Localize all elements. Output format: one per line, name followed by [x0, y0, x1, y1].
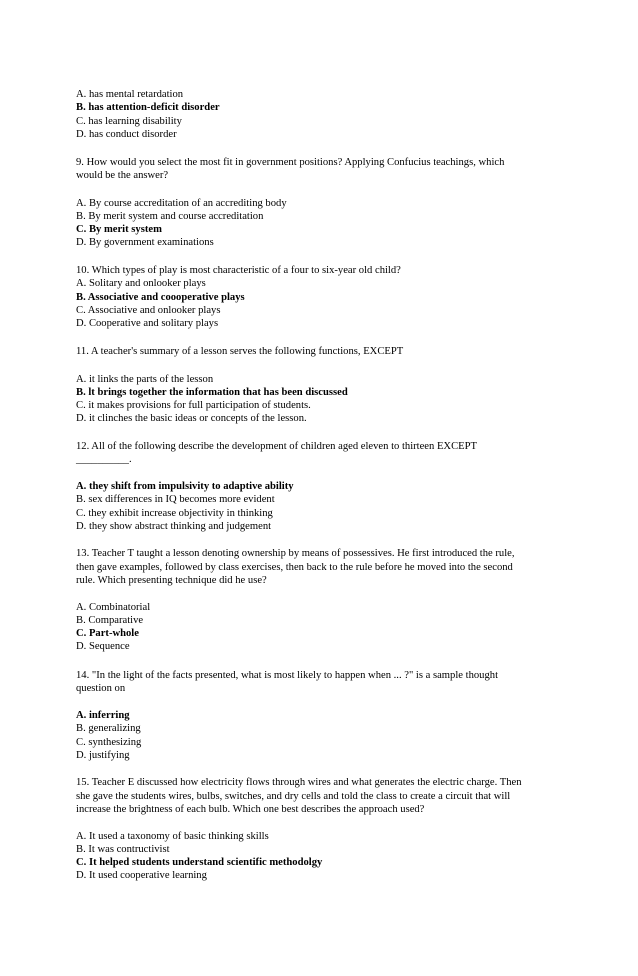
- text-line: D. justifying: [76, 750, 130, 761]
- text-line: D. Sequence: [76, 641, 130, 652]
- text-line: A. Solitary and onlooker plays: [76, 278, 206, 289]
- text-line: D. it clinches the basic ideas or concepts of the lesson.: [76, 413, 307, 424]
- text-line: D. has conduct disorder: [76, 129, 177, 140]
- answer-line: B. lt brings together the information that has been discussed: [76, 387, 348, 398]
- question-line: 10. Which types of play is most characteristic of a four to six-year old child?: [76, 265, 401, 276]
- text-line: D. they show abstract thinking and judgement: [76, 521, 272, 532]
- question-line: question on: [76, 683, 126, 694]
- answer-line: B. Associative and coooperative plays: [76, 292, 245, 303]
- question-line: then gave examples, followed by class exercises, then back to the rule before he moved into the second: [76, 562, 513, 573]
- answer-line: B. has attention-deficit disorder: [76, 102, 220, 113]
- text-line: B. Comparative: [76, 615, 144, 626]
- text-line: C. has learning disability: [76, 116, 182, 127]
- answer-line: C. Part-whole: [76, 628, 139, 639]
- text-line: D. By government examinations: [76, 237, 214, 248]
- text-line: A. Combinatorial: [76, 602, 151, 613]
- question-line: 12. All of the following describe the development of children aged eleven to thirteen EXCEPT: [76, 441, 477, 452]
- question-line: she gave the students wires, bulbs, switches, and dry cells and told the class to create a circuit that will: [76, 791, 511, 802]
- text-line: B. generalizing: [76, 723, 141, 734]
- answer-line: C. It helped students understand scientific methodolgy: [76, 857, 323, 868]
- text-line: A. It used a taxonomy of basic thinking skills: [76, 831, 269, 842]
- question-line: 11. A teacher's summary of a lesson serves the following functions, EXCEPT: [76, 346, 404, 357]
- question-line: would be the answer?: [76, 170, 169, 181]
- question-line: rule. Which presenting technique did he use?: [76, 575, 267, 586]
- question-line: __________.: [76, 454, 132, 465]
- text-line: C. Associative and onlooker plays: [76, 305, 221, 316]
- text-line: A. By course accreditation of an accrediting body: [76, 198, 287, 209]
- text-line: D. Cooperative and solitary plays: [76, 318, 219, 329]
- text-line: C. it makes provisions for full participation of students.: [76, 400, 311, 411]
- text-line: D. It used cooperative learning: [76, 870, 207, 881]
- text-line: C. synthesizing: [76, 737, 142, 748]
- question-line: 9. How would you select the most fit in government positions? Applying Confucius teachings, which: [76, 157, 505, 168]
- answer-line: A. they shift from impulsivity to adaptive ability: [76, 481, 294, 492]
- question-line: 14. "In the light of the facts presented, what is most likely to happen when ... ?" is a sample thought: [76, 670, 499, 681]
- question-line: increase the brightness of each bulb. Which one best describes the approach used?: [76, 804, 425, 815]
- text-line: C. they exhibit increase objectivity in thinking: [76, 508, 273, 519]
- answer-line: A. inferring: [76, 710, 130, 721]
- question-line: 15. Teacher E discussed how electricity flows through wires and what generates the electric charge. Then: [76, 777, 522, 788]
- text-line: B. sex differences in IQ becomes more evident: [76, 494, 275, 505]
- text-line: B. It was contructivist: [76, 844, 170, 855]
- question-line: 13. Teacher T taught a lesson denoting ownership by means of possessives. He first introduced the rule,: [76, 548, 515, 559]
- text-line: A. has mental retardation: [76, 89, 184, 100]
- text-line: B. By merit system and course accreditation: [76, 211, 264, 222]
- text-line: A. it links the parts of the lesson: [76, 374, 214, 385]
- answer-line: C. By merit system: [76, 224, 162, 235]
